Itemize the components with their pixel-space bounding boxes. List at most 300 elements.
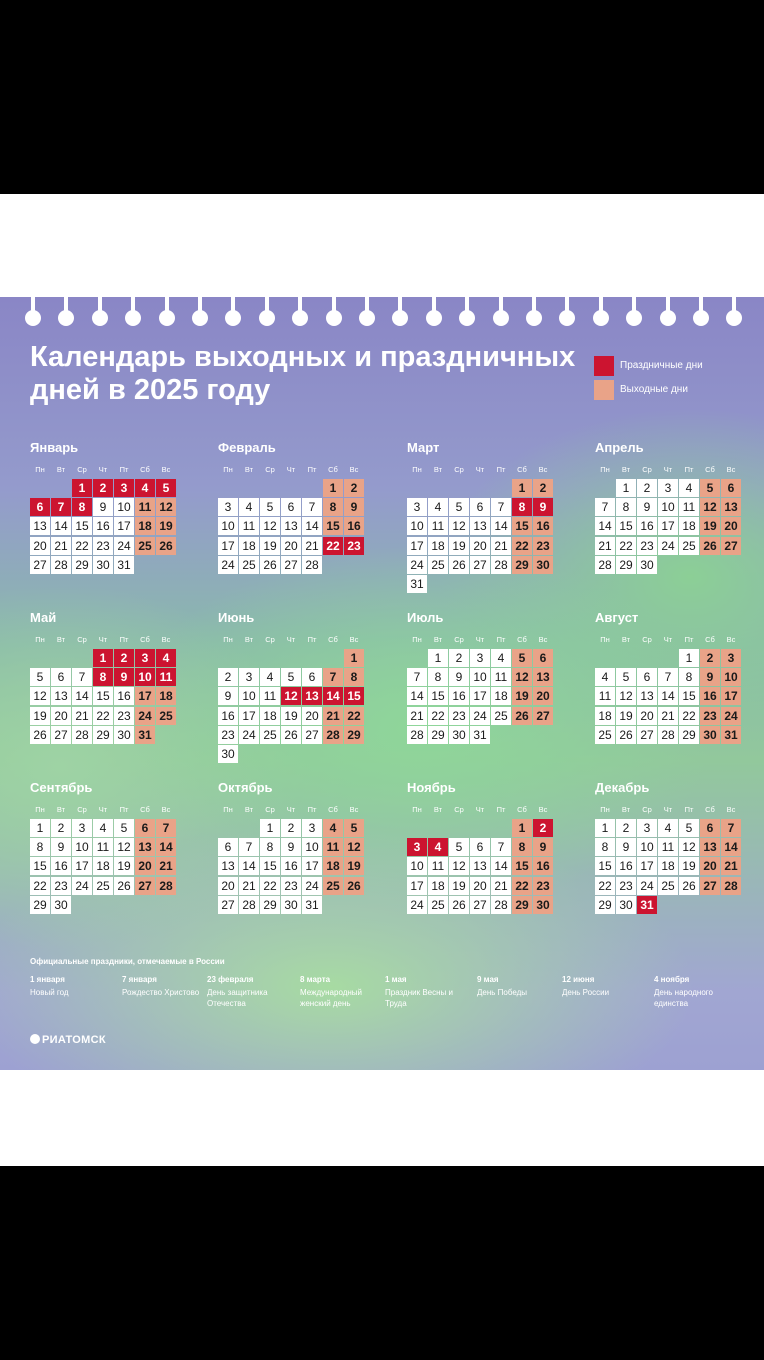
weekend-day-cell: 15 <box>512 517 532 535</box>
weekday-label: Пт <box>496 635 506 644</box>
day-cell: 31 <box>470 726 490 744</box>
holiday-name: Рождество Христово <box>122 988 200 997</box>
logo-text: РИАТОМСК <box>42 1034 106 1046</box>
day-cell: 1 <box>616 479 636 497</box>
day-cell: 12 <box>449 857 469 875</box>
weekend-day-cell: 11 <box>323 838 343 856</box>
weekend-day-cell: 25 <box>156 707 176 725</box>
day-cell: 13 <box>51 687 71 705</box>
weekday-label: Вт <box>244 805 254 814</box>
weekday-label: Пн <box>223 805 233 814</box>
day-cell: 8 <box>260 838 280 856</box>
holiday-name: День России <box>562 988 610 997</box>
weekday-label: Чт <box>663 635 673 644</box>
holiday-name: День Победы <box>477 988 528 997</box>
day-cell: 28 <box>51 556 71 574</box>
holiday-day-cell: 31 <box>637 896 657 914</box>
month-name: Декабрь <box>595 780 650 795</box>
weekend-day-cell: 29 <box>512 556 532 574</box>
weekday-label: Чт <box>475 805 485 814</box>
day-cell: 14 <box>239 857 259 875</box>
day-cell: 23 <box>449 707 469 725</box>
weekend-day-cell: 23 <box>700 707 720 725</box>
weekend-day-cell: 14 <box>156 838 176 856</box>
weekend-day-cell: 18 <box>156 687 176 705</box>
day-cell: 4 <box>658 819 678 837</box>
binding-ring <box>259 297 275 323</box>
day-cell: 14 <box>658 687 678 705</box>
day-cell: 23 <box>93 537 113 555</box>
day-cell: 17 <box>239 707 259 725</box>
day-cell: 12 <box>449 517 469 535</box>
holiday-day-cell: 12 <box>281 687 301 705</box>
day-cell: 16 <box>114 687 134 705</box>
weekend-day-cell: 20 <box>700 857 720 875</box>
day-cell: 17 <box>407 537 427 555</box>
binding-ring <box>660 297 676 323</box>
day-cell: 4 <box>491 649 511 667</box>
holiday-item <box>562 974 648 998</box>
weekday-label: Пн <box>223 465 233 474</box>
weekend-day-cell: 26 <box>512 707 532 725</box>
weekend-day-cell: 27 <box>135 877 155 895</box>
day-cell: 10 <box>637 838 657 856</box>
day-cell: 3 <box>407 498 427 516</box>
day-cell: 17 <box>72 857 92 875</box>
weekday-label: Ср <box>77 635 87 644</box>
day-cell: 24 <box>637 877 657 895</box>
day-cell: 27 <box>637 726 657 744</box>
weekday-label: Сб <box>517 805 527 814</box>
ring-post <box>231 297 235 311</box>
day-cell: 12 <box>616 687 636 705</box>
day-cell: 12 <box>679 838 699 856</box>
day-cell: 19 <box>281 707 301 725</box>
day-cell: 13 <box>281 517 301 535</box>
month-block <box>595 780 755 970</box>
day-cell: 3 <box>72 819 92 837</box>
title-line-1: Календарь выходных и праздничных <box>30 341 576 373</box>
weekend-day-cell: 5 <box>344 819 364 837</box>
day-cell: 29 <box>428 726 448 744</box>
holiday-name: Праздник Весны и Труда <box>385 988 453 1008</box>
weekend-day-cell: 30 <box>700 726 720 744</box>
day-cell: 25 <box>260 726 280 744</box>
day-cell: 16 <box>449 687 469 705</box>
binding-ring <box>559 297 575 323</box>
day-cell: 10 <box>302 838 322 856</box>
day-cell: 5 <box>679 819 699 837</box>
weekend-day-cell: 7 <box>156 819 176 837</box>
month-name: Июль <box>407 610 444 625</box>
day-cell: 2 <box>637 479 657 497</box>
day-cell: 11 <box>679 498 699 516</box>
holiday-day-cell: 23 <box>344 537 364 555</box>
day-cell: 7 <box>491 498 511 516</box>
month-name: Октябрь <box>218 780 273 795</box>
month-block <box>30 440 190 630</box>
binding-ring <box>125 297 141 323</box>
day-cell: 28 <box>239 896 259 914</box>
weekday-label: Ср <box>454 465 464 474</box>
day-cell: 24 <box>470 707 490 725</box>
day-cell: 24 <box>302 877 322 895</box>
day-cell: 27 <box>470 896 490 914</box>
weekend-day-cell: 11 <box>135 498 155 516</box>
holiday-day-cell: 3 <box>114 479 134 497</box>
weekday-label: Вс <box>726 805 736 814</box>
holiday-day-cell: 4 <box>135 479 155 497</box>
weekday-label: Пн <box>35 805 45 814</box>
day-cell: 1 <box>428 649 448 667</box>
ring-hole <box>426 310 442 326</box>
weekday-label: Пн <box>600 465 610 474</box>
ring-post <box>599 297 603 311</box>
day-cell: 18 <box>595 707 615 725</box>
weekday-label: Пт <box>684 465 694 474</box>
day-cell: 2 <box>218 668 238 686</box>
weekend-day-cell: 7 <box>323 668 343 686</box>
day-cell: 21 <box>491 877 511 895</box>
ring-hole <box>25 310 41 326</box>
day-cell: 15 <box>595 857 615 875</box>
day-cell: 14 <box>302 517 322 535</box>
day-cell: 8 <box>616 498 636 516</box>
day-cell: 6 <box>470 498 490 516</box>
day-cell: 24 <box>72 877 92 895</box>
weekend-day-cell: 15 <box>323 517 343 535</box>
holiday-item <box>300 974 386 1009</box>
day-cell: 21 <box>595 537 615 555</box>
weekend-day-cell: 27 <box>700 877 720 895</box>
day-cell: 15 <box>428 687 448 705</box>
day-cell: 5 <box>30 668 50 686</box>
day-cell: 16 <box>281 857 301 875</box>
weekday-label: Вс <box>161 805 171 814</box>
logo <box>30 1034 106 1046</box>
day-cell: 7 <box>407 668 427 686</box>
holiday-swatch <box>594 356 614 376</box>
day-cell: 25 <box>428 896 448 914</box>
day-cell: 30 <box>449 726 469 744</box>
weekend-day-cell: 16 <box>344 517 364 535</box>
day-cell: 29 <box>72 556 92 574</box>
day-cell: 3 <box>302 819 322 837</box>
weekday-label: Чт <box>98 805 108 814</box>
ring-hole <box>159 310 175 326</box>
ring-post <box>632 297 636 311</box>
weekend-day-cell: 9 <box>533 838 553 856</box>
holiday-day-cell: 9 <box>533 498 553 516</box>
weekend-day-cell: 21 <box>721 857 741 875</box>
day-cell: 14 <box>491 517 511 535</box>
weekday-label: Сб <box>140 635 150 644</box>
holiday-day-cell: 14 <box>323 687 343 705</box>
holiday-day-cell: 22 <box>323 537 343 555</box>
day-cell: 10 <box>407 517 427 535</box>
ring-hole <box>326 310 342 326</box>
day-cell: 30 <box>637 556 657 574</box>
holiday-date: 7 января <box>122 975 157 984</box>
weekend-day-cell: 12 <box>156 498 176 516</box>
weekend-day-cell: 26 <box>344 877 364 895</box>
day-cell: 9 <box>281 838 301 856</box>
day-cell: 19 <box>679 857 699 875</box>
ring-post <box>499 297 503 311</box>
day-cell: 6 <box>218 838 238 856</box>
day-cell: 30 <box>218 745 238 763</box>
day-cell: 14 <box>72 687 92 705</box>
page-title <box>30 341 590 407</box>
weekday-label: Вт <box>621 465 631 474</box>
day-cell: 19 <box>616 707 636 725</box>
day-cell: 16 <box>616 857 636 875</box>
day-cell: 14 <box>491 857 511 875</box>
day-cell: 15 <box>260 857 280 875</box>
day-cell: 26 <box>679 877 699 895</box>
weekend-day-cell: 21 <box>323 707 343 725</box>
calendar-poster <box>0 297 764 1070</box>
weekday-label: Вс <box>161 635 171 644</box>
weekday-label: Вс <box>349 465 359 474</box>
holiday-day-cell: 4 <box>428 838 448 856</box>
weekend-day-cell: 3 <box>721 649 741 667</box>
ring-post <box>365 297 369 311</box>
ring-hole <box>559 310 575 326</box>
calendar-card <box>0 194 764 1166</box>
day-cell: 25 <box>239 556 259 574</box>
day-cell: 12 <box>260 517 280 535</box>
weekday-label: Чт <box>98 465 108 474</box>
weekend-day-cell: 13 <box>533 668 553 686</box>
day-cell: 15 <box>93 687 113 705</box>
day-cell: 10 <box>407 857 427 875</box>
holiday-date: 12 июня <box>562 975 595 984</box>
weekend-day-cell: 5 <box>512 649 532 667</box>
day-cell: 13 <box>218 857 238 875</box>
ring-post <box>265 297 269 311</box>
month-name: Февраль <box>218 440 276 455</box>
day-cell: 30 <box>114 726 134 744</box>
day-cell: 11 <box>428 517 448 535</box>
weekend-day-cell: 16 <box>533 857 553 875</box>
holiday-name: Новый год <box>30 988 69 997</box>
ring-hole <box>526 310 542 326</box>
holiday-date: 1 мая <box>385 975 407 984</box>
weekend-day-cell: 12 <box>700 498 720 516</box>
day-cell: 8 <box>428 668 448 686</box>
legend-weekends <box>594 380 754 400</box>
weekday-label: Чт <box>286 465 296 474</box>
weekday-label: Пт <box>307 465 317 474</box>
weekend-day-cell: 2 <box>344 479 364 497</box>
weekend-day-cell: 24 <box>721 707 741 725</box>
day-cell: 6 <box>302 668 322 686</box>
ring-hole <box>626 310 642 326</box>
month-block <box>407 610 567 800</box>
day-cell: 26 <box>114 877 134 895</box>
weekend-day-cell: 22 <box>344 707 364 725</box>
day-cell: 27 <box>302 726 322 744</box>
day-cell: 17 <box>114 517 134 535</box>
weekday-label: Вт <box>56 805 66 814</box>
weekend-day-cell: 8 <box>512 838 532 856</box>
weekend-day-cell: 20 <box>721 517 741 535</box>
holiday-item <box>654 974 740 1009</box>
month-name: Сентябрь <box>30 780 93 795</box>
weekend-day-cell: 26 <box>700 537 720 555</box>
weekend-day-cell: 7 <box>721 819 741 837</box>
day-cell: 6 <box>51 668 71 686</box>
binding-ring <box>526 297 542 323</box>
weekend-day-cell: 25 <box>135 537 155 555</box>
holiday-day-cell: 9 <box>114 668 134 686</box>
day-cell: 13 <box>470 517 490 535</box>
weekday-label: Вт <box>56 635 66 644</box>
holiday-day-cell: 3 <box>407 838 427 856</box>
weekday-label: Сб <box>328 635 338 644</box>
day-cell: 10 <box>658 498 678 516</box>
day-cell: 21 <box>302 537 322 555</box>
month-name: Май <box>30 610 57 625</box>
day-cell: 23 <box>218 726 238 744</box>
ring-post <box>465 297 469 311</box>
weekend-day-cell: 25 <box>323 877 343 895</box>
day-cell: 17 <box>658 517 678 535</box>
holiday-day-cell: 8 <box>512 498 532 516</box>
weekend-day-cell: 12 <box>344 838 364 856</box>
day-cell: 1 <box>595 819 615 837</box>
day-cell: 13 <box>637 687 657 705</box>
ring-hole <box>292 310 308 326</box>
day-cell: 15 <box>30 857 50 875</box>
month-name: Январь <box>30 440 79 455</box>
holiday-date: 23 февраля <box>207 975 254 984</box>
day-cell: 11 <box>428 857 448 875</box>
day-cell: 28 <box>302 556 322 574</box>
day-cell: 30 <box>93 556 113 574</box>
day-cell: 25 <box>595 726 615 744</box>
month-block <box>218 440 378 630</box>
weekend-day-cell: 19 <box>156 517 176 535</box>
weekend-day-cell: 17 <box>135 687 155 705</box>
weekend-day-cell: 22 <box>512 877 532 895</box>
day-cell: 5 <box>449 498 469 516</box>
day-cell: 21 <box>51 537 71 555</box>
weekday-label: Пн <box>223 635 233 644</box>
day-cell: 7 <box>491 838 511 856</box>
day-cell: 10 <box>218 517 238 535</box>
weekday-label: Вт <box>433 805 443 814</box>
weekend-day-cell: 31 <box>721 726 741 744</box>
ring-hole <box>225 310 241 326</box>
day-cell: 16 <box>93 517 113 535</box>
weekday-label: Чт <box>286 635 296 644</box>
weekday-label: Пт <box>496 805 506 814</box>
day-cell: 7 <box>72 668 92 686</box>
legend-weekends-label: Выходные дни <box>620 384 688 395</box>
day-cell: 17 <box>218 537 238 555</box>
weekend-day-cell: 9 <box>344 498 364 516</box>
binding-ring <box>326 297 342 323</box>
day-cell: 28 <box>595 556 615 574</box>
weekday-label: Ср <box>265 465 275 474</box>
ring-post <box>298 297 302 311</box>
holiday-item <box>122 974 208 998</box>
day-cell: 11 <box>239 517 259 535</box>
month-name: Июнь <box>218 610 255 625</box>
binding-ring <box>58 297 74 323</box>
day-cell: 26 <box>30 726 50 744</box>
day-cell: 12 <box>114 838 134 856</box>
ring-hole <box>726 310 742 326</box>
day-cell: 9 <box>93 498 113 516</box>
day-cell: 19 <box>449 877 469 895</box>
day-cell: 19 <box>30 707 50 725</box>
month-name: Апрель <box>595 440 644 455</box>
day-cell: 7 <box>239 838 259 856</box>
day-cell: 7 <box>658 668 678 686</box>
weekday-label: Сб <box>328 465 338 474</box>
weekday-label: Чт <box>475 465 485 474</box>
weekend-day-cell: 20 <box>533 687 553 705</box>
weekend-day-cell: 6 <box>700 819 720 837</box>
binding-ring <box>359 297 375 323</box>
weekend-day-cell: 5 <box>700 479 720 497</box>
day-cell: 20 <box>281 537 301 555</box>
weekend-day-cell: 16 <box>533 517 553 535</box>
weekend-day-cell: 13 <box>721 498 741 516</box>
weekend-day-cell: 19 <box>344 857 364 875</box>
day-cell: 26 <box>281 726 301 744</box>
day-cell: 11 <box>595 687 615 705</box>
ring-hole <box>593 310 609 326</box>
weekday-label: Пн <box>412 805 422 814</box>
weekend-day-cell: 13 <box>135 838 155 856</box>
day-cell: 15 <box>679 687 699 705</box>
day-cell: 21 <box>239 877 259 895</box>
month-block <box>218 780 378 970</box>
weekday-label: Чт <box>475 635 485 644</box>
weekend-day-cell: 28 <box>323 726 343 744</box>
binding-ring <box>192 297 208 323</box>
day-cell: 19 <box>114 857 134 875</box>
weekday-label: Вт <box>621 635 631 644</box>
weekday-label: Ср <box>642 635 652 644</box>
day-cell: 24 <box>407 556 427 574</box>
weekend-day-cell: 2 <box>700 649 720 667</box>
day-cell: 29 <box>30 896 50 914</box>
day-cell: 29 <box>679 726 699 744</box>
holiday-date: 4 ноября <box>654 975 690 984</box>
ring-post <box>732 297 736 311</box>
holiday-day-cell: 3 <box>135 649 155 667</box>
day-cell: 1 <box>260 819 280 837</box>
weekend-day-cell: 23 <box>533 537 553 555</box>
day-cell: 13 <box>30 517 50 535</box>
day-cell: 10 <box>72 838 92 856</box>
weekend-day-cell: 9 <box>700 668 720 686</box>
weekend-day-cell: 16 <box>700 687 720 705</box>
weekend-day-cell: 28 <box>721 877 741 895</box>
weekday-label: Ср <box>265 635 275 644</box>
weekend-day-cell: 1 <box>512 819 532 837</box>
ring-post <box>565 297 569 311</box>
day-cell: 26 <box>616 726 636 744</box>
weekend-day-cell: 18 <box>135 517 155 535</box>
weekday-label: Сб <box>140 465 150 474</box>
day-cell: 18 <box>491 687 511 705</box>
